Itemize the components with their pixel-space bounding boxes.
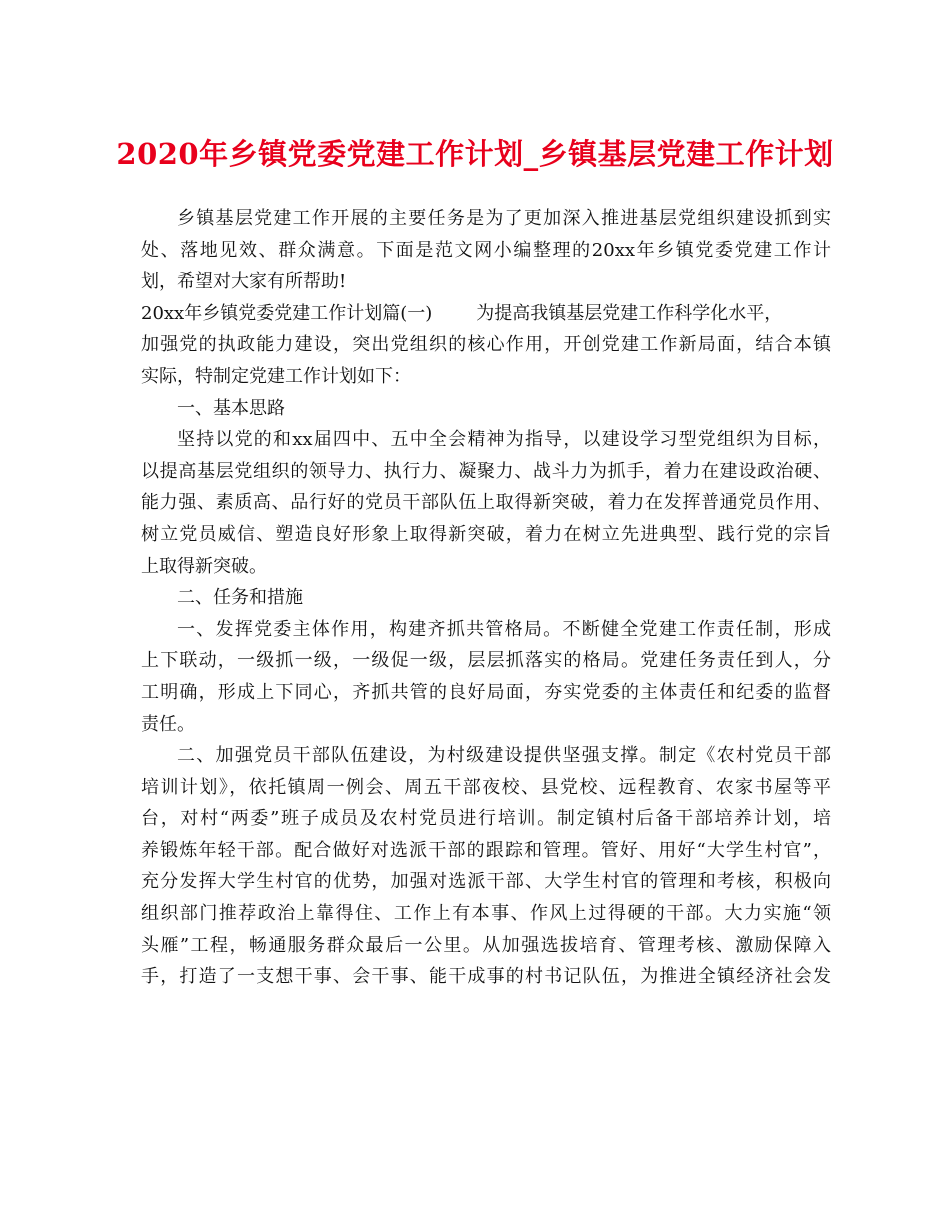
body-line: 能力强、素质高、品行好的党员干部队伍上取得新突破，着力在发挥普通党员作用、	[141, 492, 831, 514]
body-line: 树立党员威信、塑造良好形象上取得新突破，着力在树立先进典型、践行党的宗旨	[141, 523, 831, 545]
body-line: 养锻炼年轻干部。配合做好对选派干部的跟踪和管理。管好、用好“大学生村官”，	[141, 839, 831, 861]
body-line: 坚持以党的和xx届四中、五中全会精神为指导，以建设学习型党组织为目标，	[177, 429, 831, 451]
body-line: 手，打造了一支想干事、会干事、能干成事的村书记队伍，为推进全镇经济社会发	[141, 966, 831, 988]
paragraph-start: 为提高我镇基层党建工作科学化水平，	[476, 302, 783, 324]
document-body	[141, 203, 831, 993]
body-line: 一、基本思路	[177, 397, 285, 419]
body-line: 加强党的执政能力建设，突出党组织的核心作用，开创党建工作新局面，结合本镇	[141, 334, 831, 356]
body-line: 头雁”工程，畅通服务群众最后一公里。从加强选拔培育、管理考核、激励保障入	[141, 934, 831, 956]
body-line: 二、任务和措施	[177, 587, 303, 609]
body-line: 乡镇基层党建工作开展的主要任务是为了更加深入推进基层党组织建设抓到实	[177, 208, 831, 229]
body-line: 充分发挥大学生村官的优势，加强对选派干部、大学生村官的管理和考核，积极向	[141, 871, 831, 893]
body-line: 责任。	[141, 713, 195, 735]
body-line: 实际，特制定党建工作计划如下：	[141, 365, 411, 387]
body-line: 划，希望对大家有所帮助!	[141, 271, 347, 293]
body-line	[141, 298, 831, 330]
body-line: 上取得新突破。	[141, 555, 267, 577]
body-line: 培训计划》，依托镇周一例会、周五干部夜校、县党校、远程教育、农家书屋等平	[141, 776, 831, 798]
body-line: 台，对村“两委”班子成员及农村党员进行培训。制定镇村后备干部培养计划，培	[141, 808, 831, 830]
body-line: 二、加强党员干部队伍建设，为村级建设提供坚强支撑。制定《农村党员干部	[177, 745, 831, 767]
body-line: 以提高基层党组织的领导力、执行力、凝聚力、战斗力为抓手，着力在建设政治硬、	[141, 460, 831, 482]
body-line: 处、落地见效、群众满意。下面是范文网小编整理的20xx年乡镇党委党建工作计	[141, 239, 831, 261]
body-line: 上下联动，一级抓一级，一级促一级，层层抓落实的格局。党建任务责任到人，分	[141, 650, 831, 672]
document-title: 2020年乡镇党委党建工作计划_乡镇基层党建工作计划	[116, 137, 834, 171]
body-line: 组织部门推荐政治上靠得住、工作上有本事、作风上过得硬的干部。大力实施“领	[141, 903, 831, 925]
body-line: 一、发挥党委主体作用，构建齐抓共管格局。不断健全党建工作责任制，形成	[177, 618, 831, 640]
body-line: 工明确，形成上下同心，齐抓共管的良好局面，夯实党委的主体责任和纪委的监督	[141, 681, 831, 703]
section-heading: 20xx年乡镇党委党建工作计划篇(一)	[141, 302, 433, 324]
